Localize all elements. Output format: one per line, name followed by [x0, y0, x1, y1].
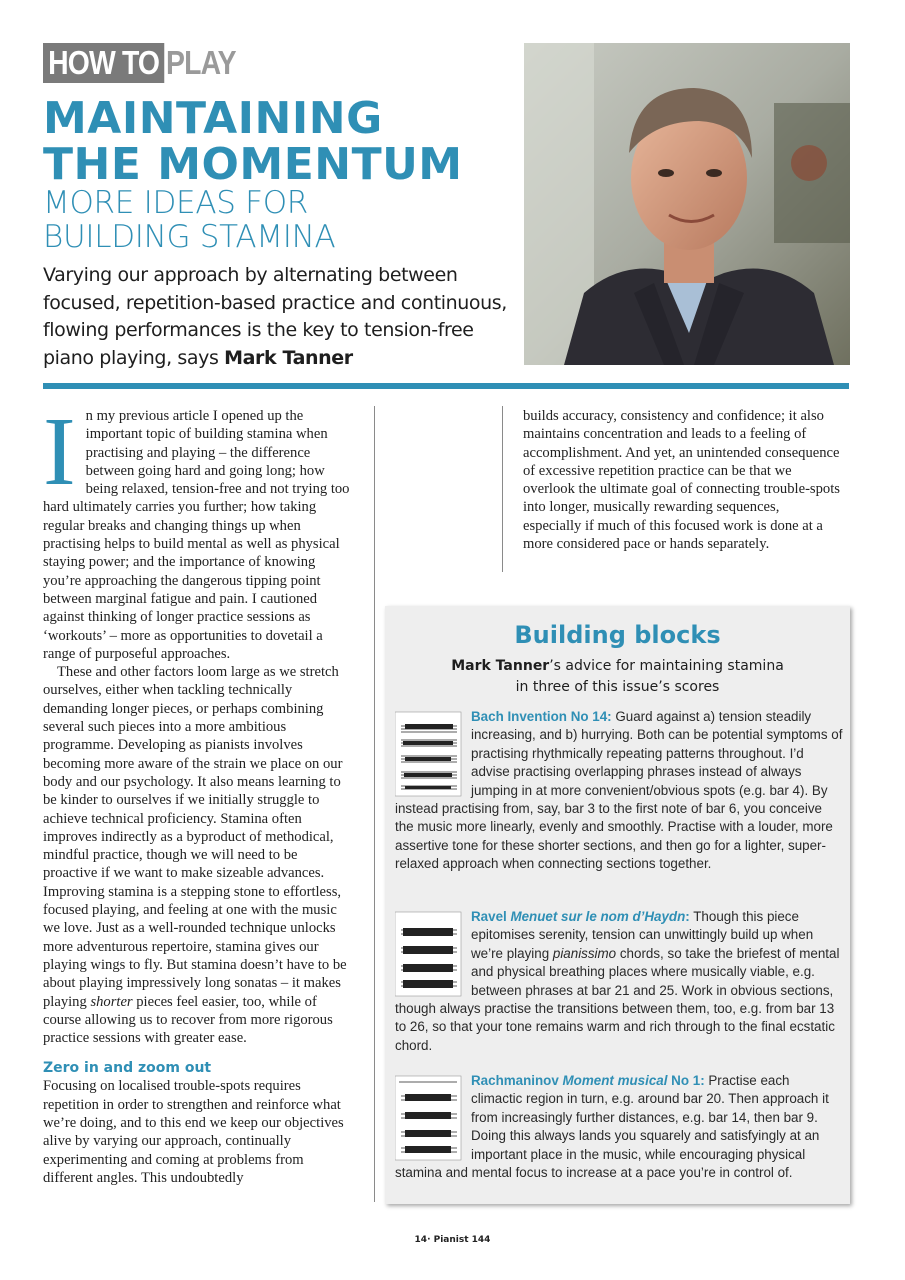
entry-ravel-heading-composer: Ravel	[471, 909, 511, 924]
entry-ravel-text-b: chords, so take the briefest of mental and physical breathing places where musically viable, e.g. between phrases at bar 21 and 25. Work in obvious sections, though always practise the transitions between them, too, e.g. from bar 13 to 26, so that your tone remains warm and rich through to the final ecstatic chord.	[395, 945, 840, 1053]
kicker-play: PLAY	[166, 44, 236, 81]
paragraph-2-emphasis: shorter	[90, 993, 133, 1010]
score-thumbnail-icon	[395, 710, 465, 798]
section-kicker	[43, 43, 236, 83]
paragraph-3: Focusing on localised trouble-spots requires repetition in order to strengthen and reinforce what we’re doing, and to this end we keep our objectives alive by varying our approach, continually experimenting and coming at problems from different angles. This undoubtedly	[43, 1078, 344, 1186]
entry-ravel-text-a: Though this piece epitomises serenity, tension can unwittingly build up when we’re playing	[471, 909, 814, 961]
header-rule	[43, 383, 849, 389]
sidebar-box	[385, 606, 850, 1204]
standfirst	[43, 262, 513, 372]
kicker-how-to: HOW TO	[43, 43, 164, 83]
column-divider	[374, 406, 375, 1202]
box-subtitle-text: ’s advice for maintaining stamina in three of this issue’s scores	[515, 658, 784, 695]
entry-rachmaninov-heading-composer: Rachmaninov	[471, 1073, 563, 1088]
entry-ravel-heading	[471, 909, 690, 924]
title-line-1: MAINTAINING	[43, 93, 383, 144]
box-subtitle	[445, 656, 790, 698]
entry-ravel-heading-title: Menuet sur le nom d’Haydn	[510, 909, 686, 924]
paragraph-2-text-a: These and other factors loom large as we stretch ourselves, either when tackling technically demanding longer pieces, or perhaps combining several such pieces into a more ambitious programme. Developing as pianists involves becoming more aware of the strain we place on our body and our psychology. It also means learning to be kinder to ourselves if we initially struggle to achieve technical proficiency. Stamina often improves indirectly as a byproduct of methodical, mindful practice, though we will need to be proactive if we want to make sizeable advances. Improving stamina is a stepping stone to effortless, focused playing, and feeling at one with the music we love. Just as a well-rounded technique unlocks more adventurous repertoire, stamina gives our playing wings to fly. But stamina doesn’t have to be about playing impressively long sonatas – it makes playing	[43, 664, 347, 1010]
entry-bach-heading: Bach Invention No 14:	[471, 709, 612, 724]
entry-rachmaninov-heading-title: Moment musical	[562, 1073, 668, 1088]
paragraph-1	[43, 398, 353, 663]
box-title: Building blocks	[514, 621, 721, 649]
standfirst-author: Mark Tanner	[224, 346, 353, 369]
entry-ravel-emphasis: pianissimo	[552, 945, 617, 961]
article-column-1	[43, 398, 353, 1187]
entry-bach	[395, 708, 843, 874]
paragraph-2-text-b: pieces feel easier, too, while of course allowing us to recover from more rigorous practice sessions with greater ease.	[43, 993, 333, 1047]
entry-rachmaninov-heading-number: No 1:	[667, 1073, 705, 1088]
title-line-2: THE MOMENTUM	[43, 139, 463, 190]
section-subhead: Zero in and zoom out	[43, 1060, 212, 1077]
score-thumbnail-icon	[395, 1074, 465, 1162]
score-thumbnail-icon	[395, 910, 465, 998]
article-column-2	[523, 407, 841, 553]
paragraph-2	[43, 663, 353, 1047]
paragraph-4: builds accuracy, consistency and confidence; it also maintains concentration and leads to a feeling of accomplishment. And yet, an unintended consequence of excessive repetition practice can be that we overlook the ultimate goal of connecting trouble-spots into longer, musically rewarding sequences, especially if much of this focused work is done at a more considered pace or hands separately.	[523, 408, 840, 553]
author-photo	[524, 43, 850, 365]
article-subtitle	[43, 186, 513, 254]
column-divider-2	[502, 406, 503, 572]
entry-ravel-heading-colon: :	[685, 909, 690, 924]
subtitle-line-1: MORE IDEAS FOR	[43, 185, 309, 221]
box-subtitle-author: Mark Tanner	[451, 658, 550, 674]
subtitle-line-2: BUILDING STAMINA	[43, 219, 336, 255]
entry-rachmaninov-text: Practise each climactic region in turn, e.g. around bar 20. Then approach it from increasingly further distances, e.g. bar 14, then bar 9. Doing this always lands you squarely and satisfyingly at an important place in the music, while encouraging physical stamina and mental focus to increase at a pace you’re in control of.	[395, 1073, 829, 1181]
page-footer: 14· Pianist 144	[414, 1235, 491, 1245]
entry-bach-text: Guard against a) tension steadily increasing, and b) hurrying. Both can be potential symptoms of practising rhythmically repeating patterns throughout. I’d advise practising overlapping phrases instead of always jumping in at more convenient/obvious spots (e.g. bar 4). By instead practising from, say, bar 3 to the first note of bar 6, you conceive the music more linearly, evenly and smoothly. Practise with a louder, more assertive tone for these shorter sections, and then go for a lighter, super-relaxed approach when connecting sections together.	[395, 709, 843, 872]
paragraph-1-text: n my previous article I opened up the important topic of building stamina when practising and playing – the difference between going hard and going long; how being relaxed, tension-free and not trying too hard ultimately carries you further; how taking regular breaks and changing things up when practising helps to build mental as well as physical staying power; and the importance of knowing you’re approaching the dangerous tipping point between marginal fatigue and pain. I cautioned against thinking of longer practice sessions as ‘workouts’ – more as opportunities to dovetail a range of purposeful approaches.	[43, 408, 350, 662]
article-title	[43, 93, 513, 190]
entry-rachmaninov	[395, 1072, 843, 1182]
entry-ravel	[395, 908, 843, 1055]
entry-rachmaninov-heading	[471, 1073, 705, 1088]
drop-cap: I	[43, 398, 76, 506]
standfirst-text: Varying our approach by alternating between focused, repetition-based practice and continuous, flowing performances is the key to tension-free piano playing, says	[43, 264, 507, 369]
